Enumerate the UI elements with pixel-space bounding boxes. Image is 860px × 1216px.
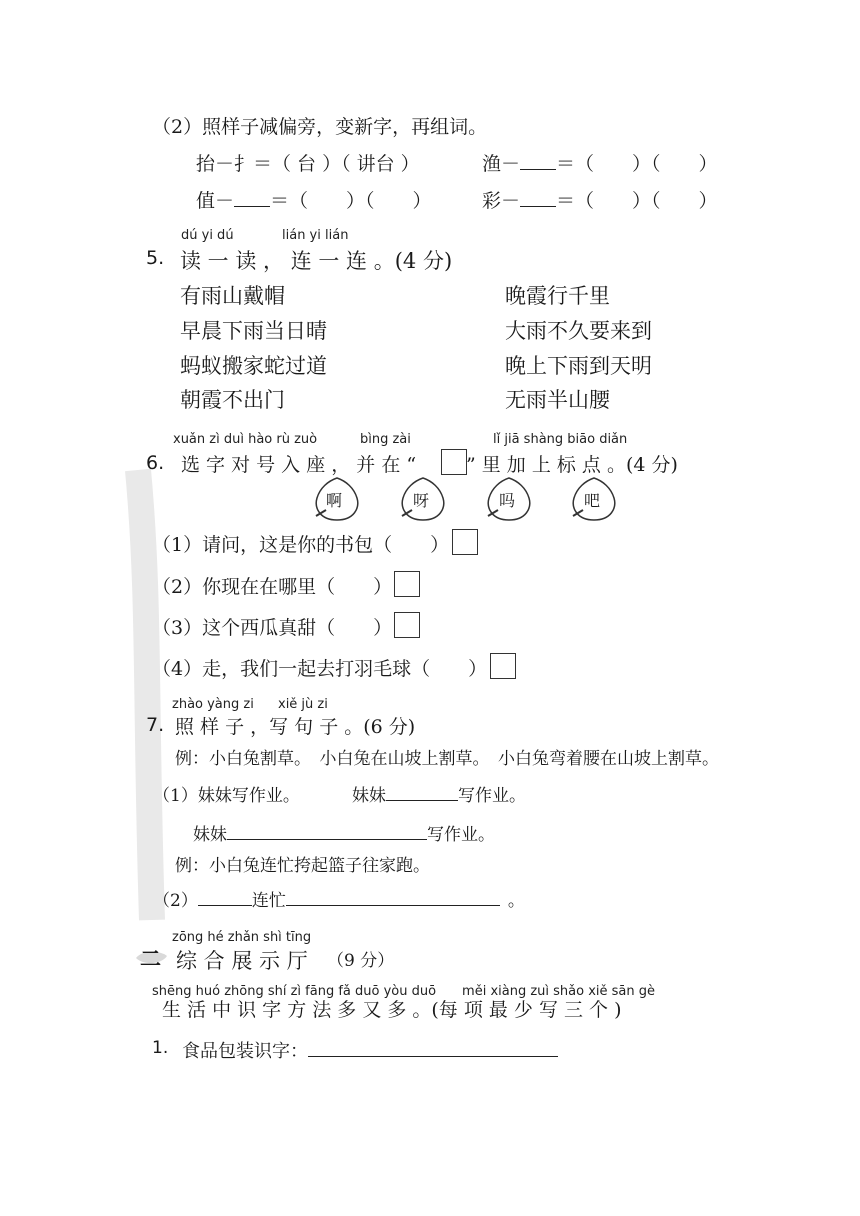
q7-pinyin-1: zhào yàng zi [172,697,254,712]
section2-title: 综 合 展 示 厅 [176,949,308,973]
q6-number: 6. [146,452,165,474]
q5-number: 5. [146,247,165,269]
option-a[interactable]: 啊 [326,491,343,510]
q5-right-item[interactable]: 无雨半山腰 [505,388,610,412]
q5-right-item[interactable]: 晚上下雨到天明 [505,354,652,378]
q5-right-item[interactable]: 大雨不久要来到 [505,319,652,343]
q7-number: 7. [146,714,165,736]
q4-2-row2-right: 彩－ ＝（ ）（ ） [482,190,718,212]
q7-title: 照 样 子 ，写 句 子 。(6 分) [175,716,416,738]
q4-2-row2-left: 值－ ＝（ ）（ ） [196,190,432,212]
section2-pinyin: zōng hé zhǎn shì tīng [172,930,312,945]
section2-sub-pinyin: shēng huó zhōng shí zì fāng fǎ duō yòu duō měi xiàng zuì shǎo xiě sān gè [152,984,656,999]
q5-left-item[interactable]: 朝霞不出门 [180,388,285,412]
answer-blank[interactable] [308,1038,558,1057]
q7-example-2: 例：小白兔连忙挎起篮子往家跑。 [175,856,430,876]
answer-blank[interactable] [520,151,556,170]
q4-2-row1-left: 抬－扌＝（ 台 ）（ 讲台 ） [196,153,420,175]
q6-item-4: （4）走，我们一起去打羽毛球（ ） [152,658,488,680]
q6-pinyin-3: lǐ jiā shàng biāo diǎn [493,432,628,447]
q7-item-1: （1）妹妹写作业。 [153,786,300,806]
answer-blank[interactable] [386,782,458,801]
q7-example-1: 例：小白兔割草。 小白兔在山坡上割草。 小白兔弯着腰在山坡上割草。 [175,749,719,769]
answer-blank[interactable] [520,188,556,207]
q6-item-3: （3）这个西瓜真甜（ ） [152,617,393,639]
q7-item-2: （2） 连忙 。 [153,886,525,911]
q4-2-row1-right: 渔－ ＝（ ）（ ） [482,153,718,175]
q5-left-item[interactable]: 蚂蚁搬家蛇过道 [180,354,327,378]
section-number: 二 [140,946,161,971]
section2-score: （9 分） [327,951,395,971]
q5-pinyin-2: lián yi lián [282,228,349,243]
q5-pinyin-1: dú yi dú [181,228,234,243]
answer-blank[interactable] [198,887,252,906]
q5-left-item[interactable]: 有雨山戴帽 [180,284,285,308]
answer-blank[interactable] [234,188,270,207]
q5-right-item[interactable]: 晚霞行千里 [505,284,610,308]
q1-number: 1. [152,1038,169,1058]
punctuation-box[interactable] [490,653,516,679]
q6-item-1: （1）请问，这是你的书包（ ） [152,534,450,556]
section-number-badge [134,944,168,970]
option-b[interactable]: 呀 [413,491,430,510]
option-c[interactable]: 吗 [499,491,516,510]
q5-title: 读 一 读 ， 连 一 连 。(4 分) [180,249,453,273]
punctuation-box[interactable] [452,529,478,555]
q6-title-b: ” 里 加 上 标 点 。(4 分) [466,454,678,476]
q6-pinyin-2: bìng zài [360,432,411,447]
q6-item-2: （2）你现在在哪里（ ） [152,576,393,598]
q5-left-item[interactable]: 早晨下雨当日晴 [180,319,327,343]
q6-title-a: 选 字 对 号 入 座 ， 并 在 “ [181,454,417,476]
section2-sub-text: 生 活 中 识 字 方 法 多 又 多 。(每 项 最 少 写 三 个 ) [162,999,622,1021]
punctuation-box[interactable] [394,612,420,638]
option-d[interactable]: 吧 [584,491,601,510]
answer-blank[interactable] [286,887,500,906]
q7-pinyin-2: xiě jù zi [278,697,328,712]
answer-blank[interactable] [227,821,427,840]
q6-title-box [441,449,467,475]
q6-pinyin-1: xuǎn zì duì hào rù zuò [173,432,318,447]
q4-2-instruction: （2）照样子减偏旁，变新字，再组词。 [152,116,488,138]
q7-item-1-answer: 妹妹 写作业。 [352,781,526,806]
punctuation-box[interactable] [394,571,420,597]
q1-text: 食品包装识字： [182,1037,558,1063]
q7-item-1-answer-2: 妹妹 写作业。 [193,820,495,845]
